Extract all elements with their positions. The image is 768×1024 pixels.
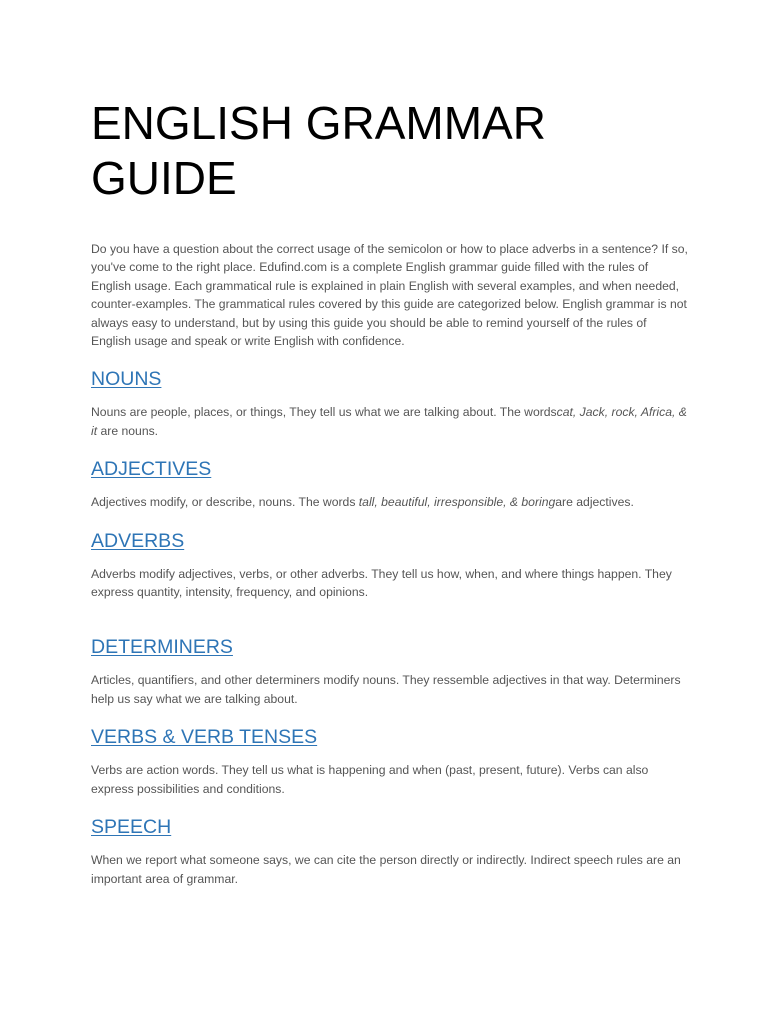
adjectives-body-text: Adjectives modify, or describe, nouns. The words <box>91 495 359 510</box>
section-body-speech: When we report what someone says, we can cite the person directly or indirectly. Indirect speech rules are an important area of grammar. <box>91 853 681 886</box>
adverbs-link[interactable]: ADVERBS <box>91 529 185 552</box>
verbs-link[interactable]: VERBS & VERB TENSES <box>91 726 318 749</box>
intro-paragraph: Do you have a question about the correct usage of the semicolon or how to place adverbs in a sentence? If so, you've come to the right place. Edufind.com is a complete English grammar guide filled with the rules of English usage. Each grammatical rule is explained in plain English with several examples, and when needed, counter-examples. The grammatical rules covered by this guide are categorized below. English grammar is not always easy to understand, but by using this guide you should be able to remind yourself of the rules of English usage and speak or write English with confidence. <box>91 242 688 349</box>
section-verbs <box>91 725 688 798</box>
nouns-body-examples: cat, Jack, rock, Africa, & it <box>91 405 687 438</box>
nouns-link[interactable]: NOUNS <box>91 368 162 391</box>
nouns-body-text: Nouns are people, places, or things, They tell us what we are talking about. The words <box>91 405 557 420</box>
section-body-adverbs: Adverbs modify adjectives, verbs, or other adverbs. They tell us how, when, and where things happen. They express quantity, intensity, frequency, and opinions. <box>91 566 672 600</box>
adjectives-body-examples: tall, beautiful, irresponsible, & boring <box>358 495 556 510</box>
section-body-nouns <box>91 403 688 440</box>
section-nouns <box>91 367 688 440</box>
document-title <box>91 96 688 206</box>
nouns-body-ending: are nouns. <box>97 423 159 438</box>
section-adverbs <box>91 529 688 602</box>
section-heading-adverbs <box>91 529 688 553</box>
document-title-line-1: ENGLISH GRAMMAR <box>91 97 546 149</box>
section-heading-nouns <box>91 367 688 391</box>
document-title-line-2: GUIDE <box>91 152 237 204</box>
adjectives-body-ending: are adjectives. <box>555 495 634 510</box>
section-heading-verbs <box>91 725 688 749</box>
section-body-adjectives <box>91 493 688 511</box>
speech-link[interactable]: SPEECH <box>91 816 172 839</box>
section-body-verbs: Verbs are action words. They tell us what is happening and when (past, present, future). Verbs can also express possibilities and conditions. <box>91 763 649 796</box>
section-body-determiners: Articles, quantifiers, and other determiners modify nouns. They ressemble adjectives in that way. Determiners help us say what we are talking about. <box>91 673 681 706</box>
section-adjectives <box>91 457 688 511</box>
section-heading-determiners <box>91 635 688 659</box>
section-determiners <box>91 635 688 708</box>
section-speech <box>91 815 688 888</box>
section-heading-adjectives <box>91 457 688 481</box>
section-heading-speech <box>91 815 688 839</box>
adjectives-link[interactable]: ADJECTIVES <box>91 458 212 481</box>
determiners-link[interactable]: DETERMINERS <box>91 636 233 659</box>
